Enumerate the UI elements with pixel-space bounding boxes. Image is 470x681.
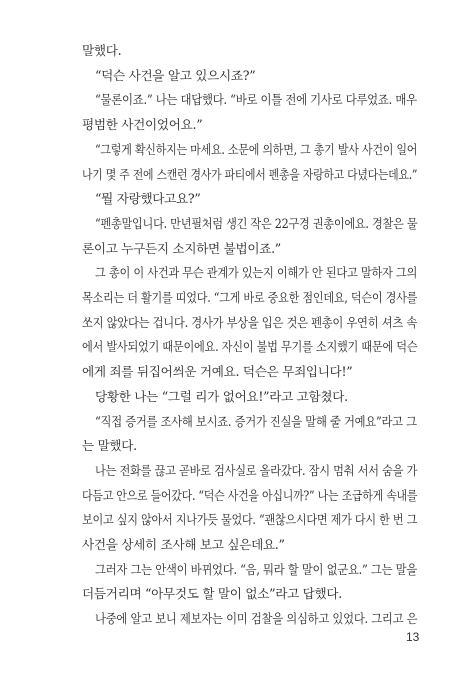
text-line: 보이고 싶지 않아서 지나가듯 물었다. “괜찮으시다면 제가 다시 한 번 그 [82,512,418,528]
text-line: “그렇게 확신하지는 마세요. 소문에 의하면, 그 총기 발사 사건이 일어 [95,141,418,157]
text-line: 론이고 누구든지 소지하면 불법이죠.” [82,240,281,256]
text-line: “펜총말입니다. 만년필처럼 생긴 작은 22구경 권총이에요. 경찰은 물 [95,215,418,231]
text-line: 다듬고 안으로 들어갔다. “덕슨 사건을 아십니까?” 나는 조급하게 속내를 [82,487,418,503]
text-line: 목소리는 더 활기를 띠었다. “그게 바로 중요한 점인데요, 덕슨이 경사를 [82,290,418,305]
text-line: 그러자 그는 안색이 바뀌었다. “음, 뭐라 할 말이 없군요.” 그는 말을 [95,561,418,577]
text-line: 는 말했다. [82,438,137,454]
text-line: “물론이죠.” 나는 대답했다. “바로 이틀 전에 기사로 다루었죠. 매우 [95,92,417,108]
text-line: 에게 죄를 뒤집어씌운 거예요. 덕슨은 무죄입니다!” [82,364,353,380]
text-line: 에서 발사되었기 때문이에요. 자신이 불법 무기를 소지했기 때문에 덕슨 [82,339,418,355]
text-line: 사건을 상세히 조사해 보고 싶은데요.” [82,537,285,552]
text-line: 당황한 나는 “그럴 리가 없어요!”라고 고함쳤다. [95,388,348,404]
text-line: 나중에 알고 보니 제보자는 이미 검찰을 의심하고 있었다. 그리고 은 [95,611,418,627]
text-line: 평범한 사건이었어요.” [82,117,203,133]
text-line: 쏘지 않았다는 겁니다. 경사가 부상을 입은 것은 펜총이 우연히 셔츠 속 [82,314,417,330]
page-number: 13 [406,630,420,644]
text-line: 나기 몇 주 전에 스캔런 경사가 파티에서 펜총을 자랑하고 다녔다는데요.” [82,166,418,182]
text-line: 그 총이 이 사건과 무슨 관계가 있는지 이해가 안 된다고 말하자 그의 [95,265,418,281]
text-line: “직접 증거를 조사해 보시죠. 증거가 진실을 말해 줄 거예요”라고 그 [95,413,417,429]
text-line: 나는 전화를 끊고 곧바로 검사실로 올라갔다. 잠시 멈춰 서서 숨을 가 [95,462,418,478]
text-line: 말했다. [82,43,122,58]
text-line: 더듬거리며 “아무것도 할 말이 없소”라고 답했다. [82,586,342,602]
text-line: “덕슨 사건을 알고 있으시죠?” [95,67,256,83]
text-line: “뭘 자랑했다고요?” [95,191,201,207]
